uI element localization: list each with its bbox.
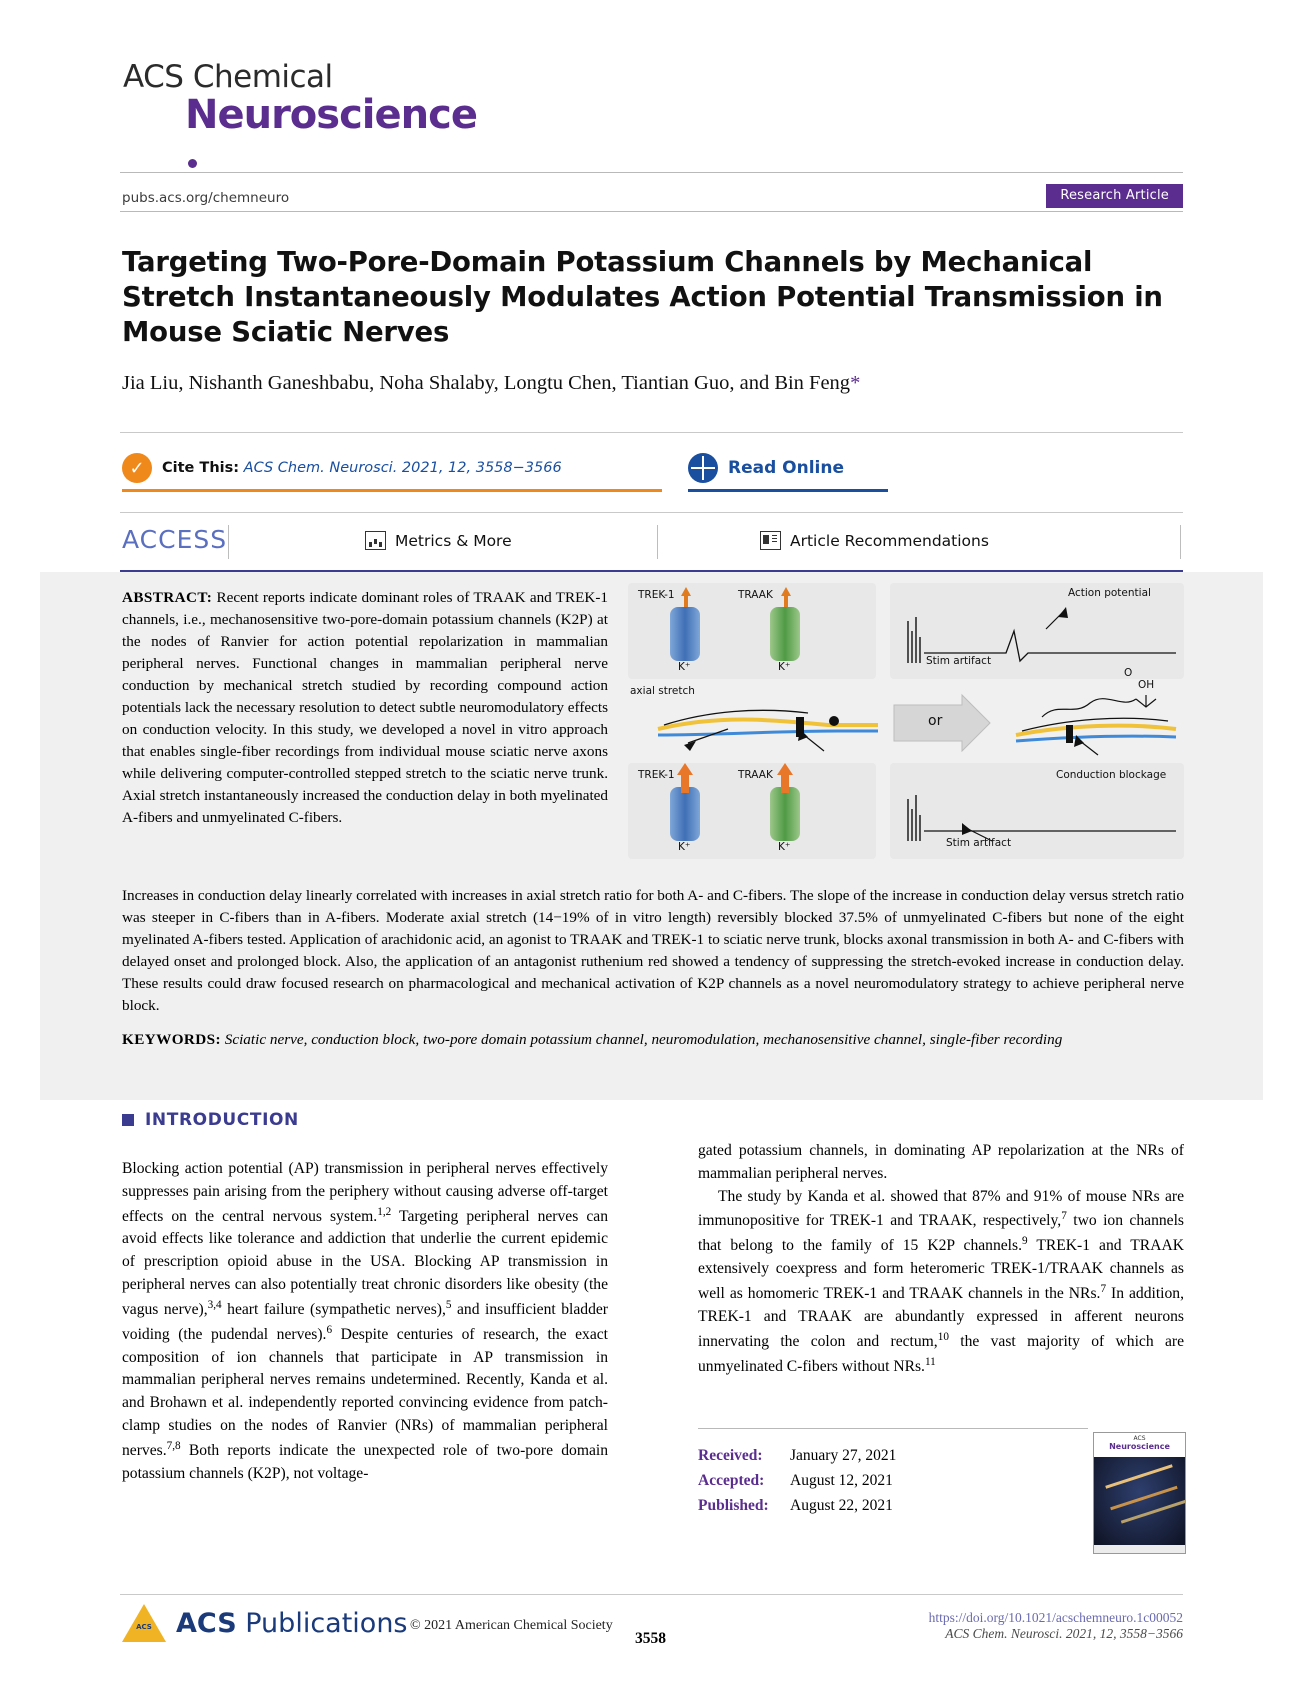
publications-word: Publications	[236, 1607, 408, 1639]
acs-publications-logo	[122, 1604, 408, 1642]
received-row	[698, 1443, 896, 1468]
publication-dates	[698, 1443, 896, 1518]
acs-triangle-icon	[122, 1604, 166, 1642]
toc-label-action-potential: Action potential	[1068, 587, 1151, 599]
access-divider-top	[120, 512, 1183, 513]
received-value: January 27, 2021	[790, 1447, 897, 1464]
potassium-arrow-bottom-1	[676, 763, 694, 793]
cover-line1: ACS	[1133, 1435, 1146, 1442]
doi-block	[929, 1610, 1183, 1642]
toc-label-or: or	[928, 713, 943, 729]
status-badge: Research Article	[1046, 184, 1183, 208]
toc-label-o: O	[1124, 667, 1133, 679]
traak-channel-icon-bottom	[770, 787, 800, 841]
divider-3	[1180, 525, 1181, 559]
divider-2	[657, 525, 658, 559]
page-number: 3558	[635, 1630, 666, 1647]
cite-text	[162, 460, 562, 476]
paragraph: gated potassium channels, in dominating AP repolarization at the NRs of mammalian peripheral nerves.	[698, 1142, 1184, 1182]
paragraph: Blocking action potential (AP) transmission in peripheral nerves effectively suppresses pain arising from the periphery without causing adverse off-target effects on the central nervous system.$^{1,2}$ Targeting peripheral nerves can avoid effects like tolerance and addiction that underlie the current epidemic of prescription opioid abuse in the USA. Blocking AP transmission in peripheral nerves can also potentially treat chronic disorders like obesity (the vagus nerve),$^{3,4}$ heart failure (sympathetic nerves),$^5$ and insufficient bladder voiding (the pudendal nerves).$^6$ Despite centuries of research, the exact composition of ion channels that participate in AP transmission in mammalian peripheral nerves remains undetermined. Recently, Kanda et al. and Brohawn et al. independently reported convincing evidence from patch-clamp studies on the nodes of Ranvier (NRs) of mammalian peripheral nerves.$^{7,8}$ Both reports indicate the unexpected role of two-pore domain potassium channels (K2P), not voltage-	[122, 1160, 608, 1482]
bar-chart-icon	[365, 531, 386, 550]
keywords-text: Sciatic nerve, conduction block, two-pore domain potassium channel, neuromodulation, mechanosensitive channel, single-fiber recording	[220, 1031, 1063, 1048]
toc-label-traak-bottom: TRAAK	[738, 769, 773, 781]
published-label: Published:	[698, 1497, 769, 1515]
toc-label-kplus-4: K⁺	[778, 841, 791, 853]
dates-divider	[698, 1428, 1088, 1429]
access-toolbar	[120, 523, 1183, 565]
cite-this-box[interactable]	[122, 447, 662, 492]
published-row	[698, 1493, 896, 1518]
corresponding-author-marker: *	[850, 372, 861, 394]
body-column-right	[698, 1140, 1184, 1379]
article-icon	[760, 531, 781, 550]
author-list: Jia Liu, Nishanth Ganeshbabu, Noha Shalaby, Longtu Chen, Tiantian Guo, and Bin Feng*	[122, 372, 861, 394]
footer-citation: ACS Chem. Neurosci. 2021, 12, 3558−3566	[945, 1626, 1183, 1641]
paragraph: The study by Kanda et al. showed that 87% and 91% of mouse NRs are immunopositive for TREK-1 and TRAAK, respectively,$^7$ two ion channels that belong to the family of 15 K2P channels.$^9$ TREK-1 and TRAAK extensively coexpress and form heteromeric TREK-1/TRAAK channels as well as homomeric TREK-1 and TRAAK channels in the NRs.$^7$ In addition, TREK-1 and TRAAK are abundantly expressed in afferent neurons innervating the colon and rectum,$^{10}$ the vast majority of which are unmyelinated C-fibers without NRs.$^{11}$	[698, 1187, 1185, 1375]
toc-label-axial-stretch: axial stretch	[630, 685, 695, 697]
trek1-channel-icon-bottom	[670, 787, 700, 841]
toc-label-trek-bottom: TREK-1	[638, 769, 675, 781]
globe-icon	[688, 453, 718, 483]
header-divider-bottom	[120, 211, 1183, 212]
abstract-body: Recent reports indicate dominant roles of TRAAK and TREK-1 channels, i.e., mechanosensitive two-pore-domain potassium channels (K2P) at the nodes of Ranvier for action potential repolarization in mammalian peripheral nerves. Functional changes in mammalian peripheral nerve conduction by mechanical stretch studied by recording compound action potentials lack the necessary resolution to detect subtle neuromodulatory effects on conduction velocity. In this study, we developed a novel in vitro approach that enables single-fiber recordings from individual mouse sciatic nerve axons while delivering computer-controlled stepped stretch to the sciatic nerve trunk. Axial stretch instantaneously increased the conduction delay in both myelinated A-fibers and unmyelinated C-fibers.	[122, 589, 608, 827]
potassium-arrow-top-2	[780, 587, 792, 607]
abstract-heading: ABSTRACT:	[122, 589, 213, 606]
toc-label-oh: OH	[1138, 679, 1155, 691]
trek1-channel-icon-top	[670, 607, 700, 661]
introduction-label: INTRODUCTION	[145, 1110, 299, 1130]
cite-label: Cite This:	[162, 460, 240, 476]
abstract-wide-text: Increases in conduction delay linearly correlated with increases in axial stretch ratio for both A- and C-fibers. The slope of the increase in conduction delay versus stretch ratio was steeper in C-fibers than in A-fibers. Moderate axial stretch (14−19% of in vitro length) reversibly blocked 37.5% of unmyelinated C-fibers but none of the eight myelinated A-fibers tested. Application of arachidonic acid, an agonist to TRAAK and TREK-1 to sciatic nerve trunk, blocks axonal transmission in both A- and C-fibers with delayed onset and prolonged block. Also, the application of an antagonist ruthenium red showed a tendency of suppressing the stretch-evoked increase in conduction delay. These results could draw focused research on pharmacological and mechanical activation of K2P channels as a novel neuromodulatory strategy to achieve peripheral nerve block.	[122, 887, 1184, 1015]
journal-name-line1: ACS Chemical	[123, 59, 333, 95]
read-online-label: Read Online	[728, 458, 845, 478]
potassium-arrow-top-1	[680, 587, 692, 607]
toc-label-conduction-blockage: Conduction blockage	[1056, 769, 1167, 781]
keywords-block	[122, 1029, 1184, 1051]
check-circle-icon: ✓	[122, 453, 152, 483]
toc-label-traak-top: TRAAK	[738, 589, 773, 601]
metrics-and-more-button[interactable]	[365, 531, 512, 550]
divider-1	[228, 525, 229, 559]
toc-label-kplus-3: K⁺	[678, 841, 691, 853]
header-divider-top	[120, 172, 1183, 173]
footer-divider	[120, 1594, 1183, 1595]
square-bullet-icon	[122, 1114, 134, 1126]
accepted-label: Accepted:	[698, 1472, 765, 1490]
keywords-heading: KEYWORDS:	[122, 1031, 221, 1048]
copyright-text: © 2021 American Chemical Society	[410, 1618, 613, 1633]
doi-link[interactable]: https://doi.org/10.1021/acschemneuro.1c00052	[928, 1610, 1183, 1625]
masthead-dot	[188, 159, 197, 168]
abstract-text-column	[122, 587, 608, 829]
toc-label-kplus-2: K⁺	[778, 661, 791, 673]
accepted-row	[698, 1468, 896, 1493]
journal-name-line2: Neuroscience	[185, 95, 483, 175]
toc-graphic	[628, 583, 1184, 873]
acs-bold: ACS	[176, 1607, 237, 1639]
article-recommendations-button[interactable]	[760, 531, 989, 550]
cover-line2: Neuroscience	[1109, 1442, 1170, 1452]
acs-publications-text	[176, 1608, 408, 1639]
access-label[interactable]: ACCESS	[122, 525, 228, 554]
page-title: Targeting Two-Pore-Domain Potassium Channels by Mechanical Stretch Instantaneously Modulates Action Potential Transmission in Mouse Sciatic Nerves	[122, 246, 1163, 349]
recommendations-label: Article Recommendations	[790, 531, 989, 550]
section-heading-introduction	[122, 1110, 299, 1130]
toc-label-stim-artifact-1: Stim artifact	[926, 655, 992, 667]
pubs-url-link[interactable]: pubs.acs.org/chemneuro	[122, 190, 290, 206]
published-value: August 22, 2021	[790, 1497, 893, 1515]
toc-label-trek-top: TREK-1	[638, 589, 675, 601]
journal-masthead	[123, 59, 483, 175]
potassium-arrow-bottom-2	[776, 763, 794, 793]
journal-cover-thumbnail	[1093, 1432, 1186, 1554]
cite-divider	[120, 432, 1183, 433]
metrics-label: Metrics & More	[395, 531, 512, 550]
received-label: Received:	[698, 1447, 763, 1464]
body-column-left	[122, 1158, 608, 1485]
toc-label-kplus-1: K⁺	[678, 661, 691, 673]
traak-channel-icon-top	[770, 607, 800, 661]
cover-footer-band	[1094, 1545, 1185, 1554]
cover-masthead	[1094, 1433, 1185, 1457]
conduction-block-trace	[896, 771, 1184, 855]
accepted-value: August 12, 2021	[790, 1472, 893, 1490]
read-online-button[interactable]	[688, 447, 888, 492]
cover-artwork	[1094, 1457, 1185, 1545]
cite-reference[interactable]: ACS Chem. Neurosci. 2021, 12, 3558−3566	[243, 460, 562, 476]
toc-label-stim-artifact-2: Stim artifact	[946, 837, 1012, 849]
